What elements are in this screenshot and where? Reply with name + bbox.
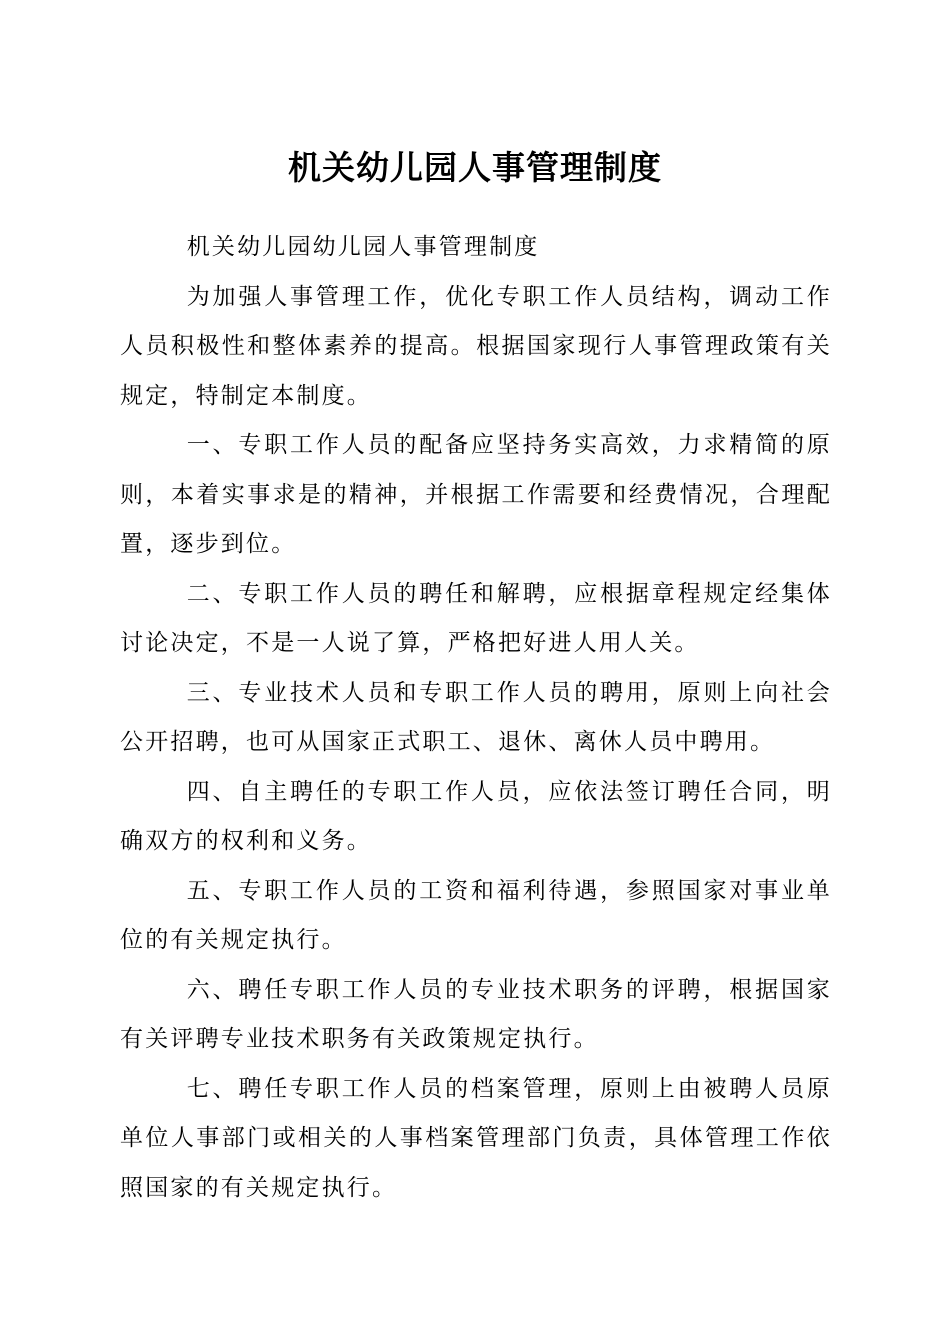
paragraph-article-4: 四、自主聘任的专职工作人员，应依法签订聘任合同，明确双方的权利和义务。 — [120, 778, 832, 854]
paragraph-article-1: 一、专职工作人员的配备应坚持务实高效，力求精简的原则，本着实事求是的精神，并根据工作需要和经费情况，合理配置，逐步到位。 — [120, 432, 832, 557]
document-title: 机关幼儿园人事管理制度 — [288, 148, 662, 187]
paragraph-article-3: 三、专业技术人员和专职工作人员的聘用，原则上向社会公开招聘，也可从国家正式职工、退休、离休人员中聘用。 — [120, 679, 832, 755]
paragraph-subtitle: 机关幼儿园幼儿园人事管理制度 — [186, 234, 540, 260]
paragraph-intro: 为加强人事管理工作，优化专职工作人员结构，调动工作人员积极性和整体素养的提高。根据国家现行人事管理政策有关规定，特制定本制度。 — [120, 283, 832, 409]
paragraph-article-2: 二、专职工作人员的聘任和解聘，应根据章程规定经集体讨论决定，不是一人说了算，严格把好进人用人关。 — [120, 580, 832, 656]
paragraph-article-6: 六、聘任专职工作人员的专业技术职务的评聘，根据国家有关评聘专业技术职务有关政策规定执行。 — [120, 976, 832, 1052]
paragraph-article-7: 七、聘任专职工作人员的档案管理，原则上由被聘人员原单位人事部门或相关的人事档案管理部门负责，具体管理工作依照国家的有关规定执行。 — [120, 1075, 832, 1201]
document-body — [120, 223, 832, 1213]
paragraph-article-5: 五、专职工作人员的工资和福利待遇，参照国家对事业单位的有关规定执行。 — [120, 877, 832, 953]
